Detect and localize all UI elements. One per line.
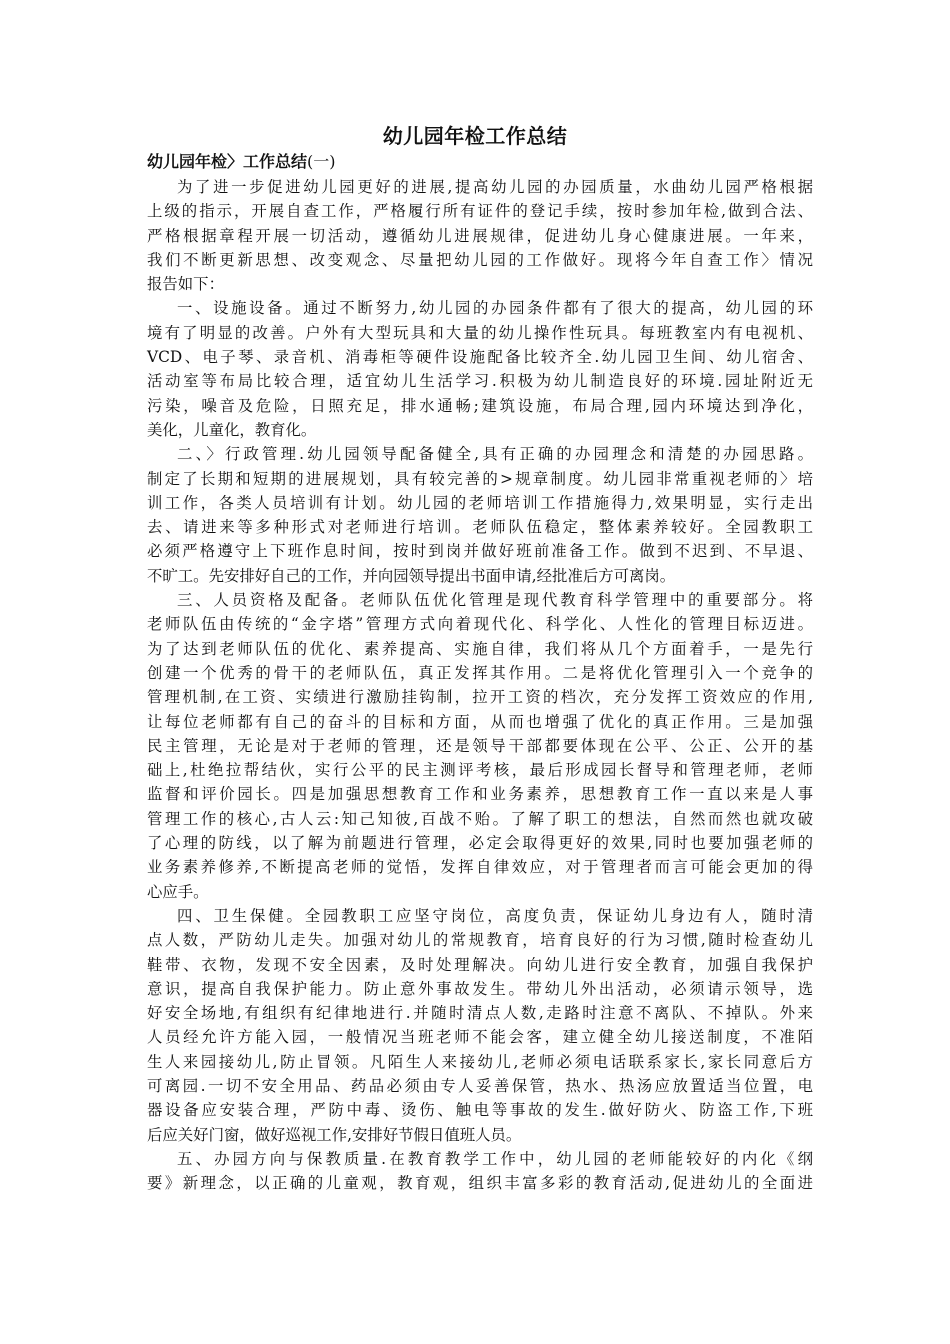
body-line: 二、〉行政管理.幼儿园领导配备健全,具有正确的办园理念和清楚的办园思路。 xyxy=(177,445,813,464)
body-line: 要》新理念，以正确的儿童观，教育观，组织丰富多彩的教育活动,促进幼儿的全面进 xyxy=(147,1174,813,1193)
body-line: 可离园.一切不安全用品、药品必须由专人妥善保管，热水、热汤应放置适当位置，电 xyxy=(147,1076,813,1095)
body-line: 业务素养修养,不断提高老师的觉悟，发挥自律效应，对于管理者而言可能会更加的得 xyxy=(147,858,813,877)
body-line: 为了进一步促进幼儿园更好的进展,提高幼儿园的办园质量，水曲幼儿园严格根据 xyxy=(177,178,813,196)
body-line: 础上,杜绝拉帮结伙，实行公平的民主测评考核，最后形成园长督导和管理老师，老师 xyxy=(147,761,813,780)
body-line: 五、办园方向与保教质量.在教育教学工作中，幼儿园的老师能较好的内化《纲 xyxy=(177,1149,813,1168)
body-line: 三、人员资格及配备。老师队伍优化管理是现代教育科学管理中的重要部分。将 xyxy=(177,591,813,610)
body-line: 心应手。 xyxy=(147,882,209,901)
body-line: 鞋带、衣物，发现不安全因素，及时处理解决。向幼儿进行安全教育，加强自我保护 xyxy=(147,955,813,974)
body-line: 不旷工。先安排好自己的工作，并向园领导提出书面申请,经批准后方可离岗。 xyxy=(147,566,676,585)
body-line: 我们不断更新思想、改变观念、尽量把幼儿园的工作做好。现将今年自查工作〉情况 xyxy=(147,250,813,269)
body-line: 美化，儿童化，教育化。 xyxy=(147,420,317,439)
body-line: 报告如下： xyxy=(147,275,224,294)
section-title xyxy=(147,151,336,173)
body-line: 污染，噪音及危险，日照充足，排水通畅;建筑设施，布局合理,园内环境达到净化， xyxy=(147,396,813,415)
body-line: 活动室等布局比较合理，适宜幼儿生活学习.积极为幼儿制造良好的环境.园址附近无 xyxy=(147,372,813,391)
body-line: 生人来园接幼儿,防止冒领。凡陌生人来接幼儿,老师必须电话联系家长,家长同意后方 xyxy=(147,1052,813,1071)
body-line: 创建一个优秀的骨干的老师队伍，真正发挥其作用。二是将优化管理引入一个竞争的 xyxy=(147,663,813,682)
body-line: 管理机制,在工资、实绩进行激励挂钩制，拉开工资的档次，充分发挥工资效应的作用, xyxy=(147,688,813,707)
body-line: 必须严格遵守上下班作息时间，按时到岗并做好班前准备工作。做到不迟到、不早退、 xyxy=(147,542,813,561)
body-line: 好安全场地,有组织有纪律地进行.并随时清点人数,走路时注意不离队、不掉队。外来 xyxy=(147,1004,813,1023)
body-line: 后应关好门窗，做好巡视工作,安排好节假日值班人员。 xyxy=(147,1125,522,1144)
body-line: 点人数，严防幼儿走失。加强对幼儿的常规教育，培育良好的行为习惯,随时检查幼儿 xyxy=(147,931,813,950)
body-line: 制定了长期和短期的进展规划，具有较完善的>规章制度。幼儿园非常重视老师的〉培 xyxy=(147,469,813,488)
body-line: 监督和评价园长。四是加强思想教育工作和业务素养，思想教育工作一直以来是人事 xyxy=(147,785,813,804)
body-line: 管理工作的核心,古人云:知己知彼,百战不贻。了解了职工的想法，自然而然也就攻破 xyxy=(147,809,813,828)
body-line: 四、卫生保健。全园教职工应坚守岗位，高度负责，保证幼儿身边有人，随时清 xyxy=(177,906,813,925)
body-line: 训工作，各类人员培训有计划。幼儿园的老师培训工作措施得力,效果明显，实行走出 xyxy=(147,493,813,512)
body-line: 为了达到老师队伍的优化、素养提高、实施自律，我们将从几个方面着手，一是先行 xyxy=(147,639,813,658)
body-line: 上级的指示，开展自查工作，严格履行所有证件的登记手续，按时参加年检,做到合法、 xyxy=(147,202,813,221)
body-line: 了心理的防线，以了解为前题进行管理，必定会取得更好的效果,同时也要加强老师的 xyxy=(147,834,813,853)
section-title-main: 幼儿园年检〉工作总结 xyxy=(147,152,308,171)
body-line: 去、请进来等多种形式对老师进行培训。老师队伍稳定，整体素养较好。全园教职工 xyxy=(147,518,813,537)
body-line: 让每位老师都有自己的奋斗的目标和方面，从而也增强了优化的真正作用。三是加强 xyxy=(147,712,813,731)
body-line: 器设备应安装合理，严防中毒、烫伤、触电等事故的发生.做好防火、防盗工作,下班 xyxy=(147,1101,813,1120)
section-title-suffix: (一) xyxy=(307,152,336,171)
body-line: 境有了明显的改善。户外有大型玩具和大量的幼儿操作性玩具。每班教室内有电视机、 xyxy=(147,323,813,342)
body-line: 民主管理，无论是对于老师的管理，还是领导干部都要体现在公平、公正、公开的基 xyxy=(147,736,813,755)
document-body xyxy=(147,175,813,1195)
document-title: 幼儿园年检工作总结 xyxy=(382,124,568,148)
body-line: 老师队伍由传统的“金字塔”管理方式向着现代化、科学化、人性化的管理目标迈进。 xyxy=(147,615,813,634)
body-line: VCD、电子琴、录音机、消毒柜等硬件设施配备比较齐全.幼儿园卫生间、幼儿宿舍、 xyxy=(147,348,813,367)
body-line: 意识，提高自我保护能力。防止意外事故发生。带幼儿外出活动，必须请示领导，选 xyxy=(147,979,813,998)
body-line: 严格根据章程开展一切活动，遵循幼儿进展规律，促进幼儿身心健康进展。一年来， xyxy=(147,226,813,245)
body-line: 一、设施设备。通过不断努力,幼儿园的办园条件都有了很大的提高，幼儿园的环 xyxy=(177,299,813,318)
body-line: 人员经允许方能入园，一般情况当班老师不能会客，建立健全幼儿接送制度，不准陌 xyxy=(147,1028,813,1047)
